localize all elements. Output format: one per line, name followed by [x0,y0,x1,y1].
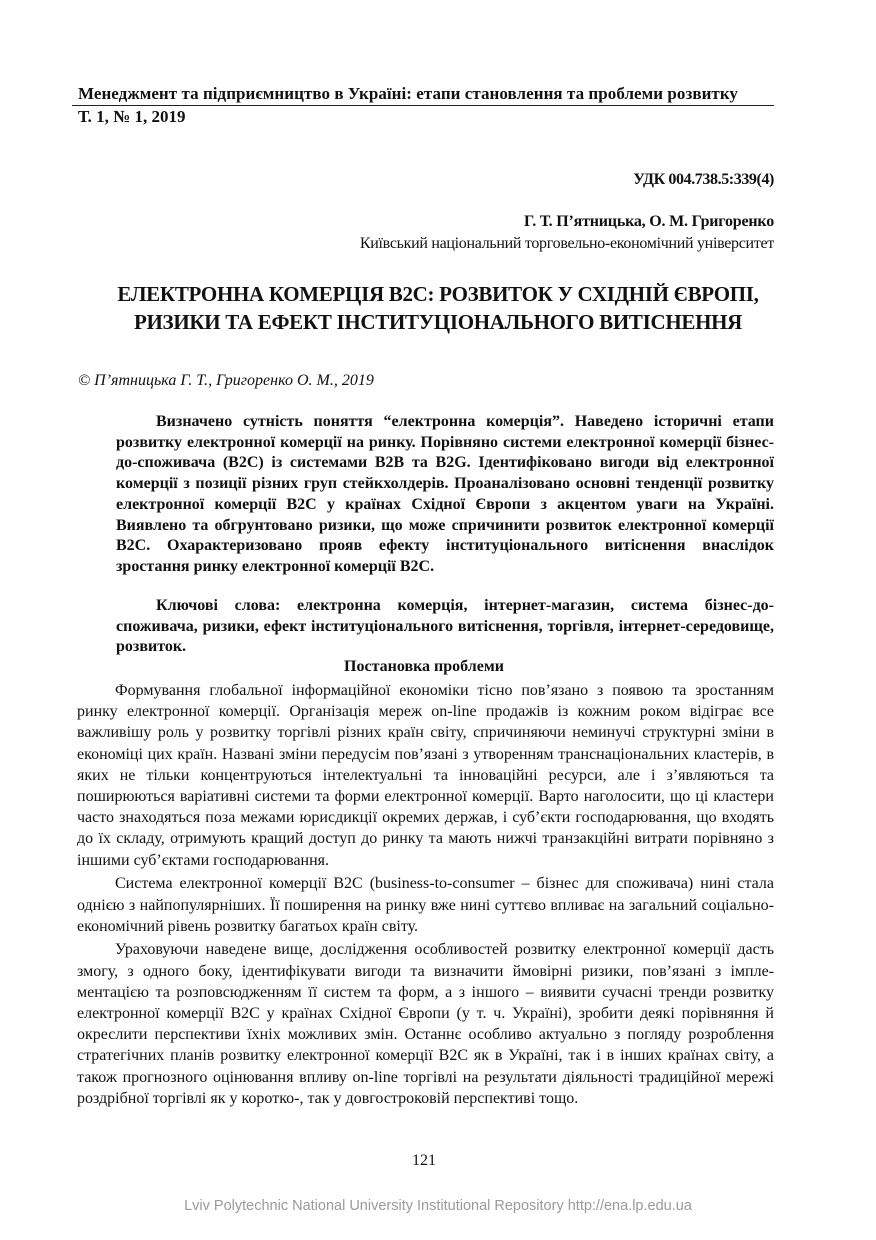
body-text [77,680,774,1112]
authors: Г. Т. П’ятницька, О. М. Григоренко [524,213,774,230]
journal-title: Менеджмент та підприємництво в Україні: етапи становлення та проблеми розвитку [78,84,738,103]
paragraph: Система електронної комерції B2C (business-to-consumer – бізнес для споживача) нині стала однією з найпопулярніших. Її поширення на ринку вже нині суттєво впливає на загальний соціально-економічний рівень розвитку багатьох країн світу. [77,875,774,935]
repository-footer: Lviv Polytechnic National University Institutional Repository http://ena.lp.edu.ua [184,1198,692,1214]
copyright: © П’ятницька Г. Т., Григоренко О. М., 2019 [78,372,374,389]
header-rule [72,105,774,106]
paragraph: Ураховуючи наведене вище, дослідження особливостей розвитку електронної комерції дасть змогу, з одного боку, ідентифікувати вигоди та визначити ймовірні ризики, пов’язані з імпле-ментацією та розповсюдженням її систем та форм, а з іншого – виявити сучасні тренди розвитку електронної комерції B2C у країнах Східної Європи (у т. ч. Україні), зробити деякі порівняння й окреслити перспективи їхніх можливих змін. Останнє особливо актуально з погляду розроблення стратегічних планів розвитку електронної комерції B2C як в Україні, так і в інших країнах світу, а також прогнозного оцінювання впливу on-line торгівлі на результати діяльності традиційної мережі роздрібної торгівлі як у коротко-, так у довгостроковій перспективі тощо. [77,941,774,1107]
abstract: Визначено сутність поняття “електронна комерція”. Наведено історичні етапи розвитку електронної комерції на ринку. Порівняно системи електронної комерції бізнес-до-споживача (B2C) із системами B2B та B2G. Ідентифіковано вигоди від електронної комерції з позиції різних груп стейкхолдерів. Проаналізовано основні тенденції розвитку електронної комерції B2C у країнах Східної Європи з акцентом уваги на Україні. Виявлено та обгрунтовано ризики, що може спричинити розвиток електронної комерції B2C. Охарактеризовано прояв ефекту інституціонального витіснення внаслідок зростання ринку електронної комерції B2C. [116,413,774,575]
paragraph: Формування глобальної інформаційної економіки тісно пов’язано з появою та зростанням ринку електронної комерції. Організація мереж on-line продажів із кожним роком відіграє все важливішу роль у розвитку торгівлі різних країн світу, спричиняючи неминучі структурні зміни в економіці цих країн. Названі зміни передусім пов’язані з утворенням транснаціональних кластерів, в яких не тільки концентруються інтелектуальні та інноваційні ресурси, але і з’являються та поширюються варіативні системи та форми електронної комерції. Варто наголосити, що ці кластери часто знаходяться поза межами юрисдикції окремих держав, і суб’єкти господарювання, що входять до їх складу, отримують кращий доступ до ринку та мають нижчі транзакційні витрати порівняно з іншими суб’єктами господарювання. [77,682,774,869]
page-number: 121 [412,1152,436,1169]
keywords: Ключові слова: електронна комерція, інтернет-магазин, система бізнес-до-споживача, ризики, ефект інституціонального витіснення, торгівля, інтернет-середовище, розвиток. [116,597,774,656]
volume-issue: Т. 1, № 1, 2019 [78,107,186,126]
section-heading: Постановка проблеми [344,658,504,675]
udc-code: УДК 004.738.5:339(4) [633,171,774,188]
article-title [90,280,786,336]
title-line-2: РИЗИКИ ТА ЕФЕКТ ІНСТИТУЦІОНАЛЬНОГО ВИТІСНЕННЯ [133,310,743,334]
affiliation: Київський національний торговельно-економічний університет [359,235,774,252]
title-line-1: ЕЛЕКТРОННА КОМЕРЦІЯ B2C: РОЗВИТОК У СХІДНІЙ ЄВРОПІ, [117,282,759,306]
